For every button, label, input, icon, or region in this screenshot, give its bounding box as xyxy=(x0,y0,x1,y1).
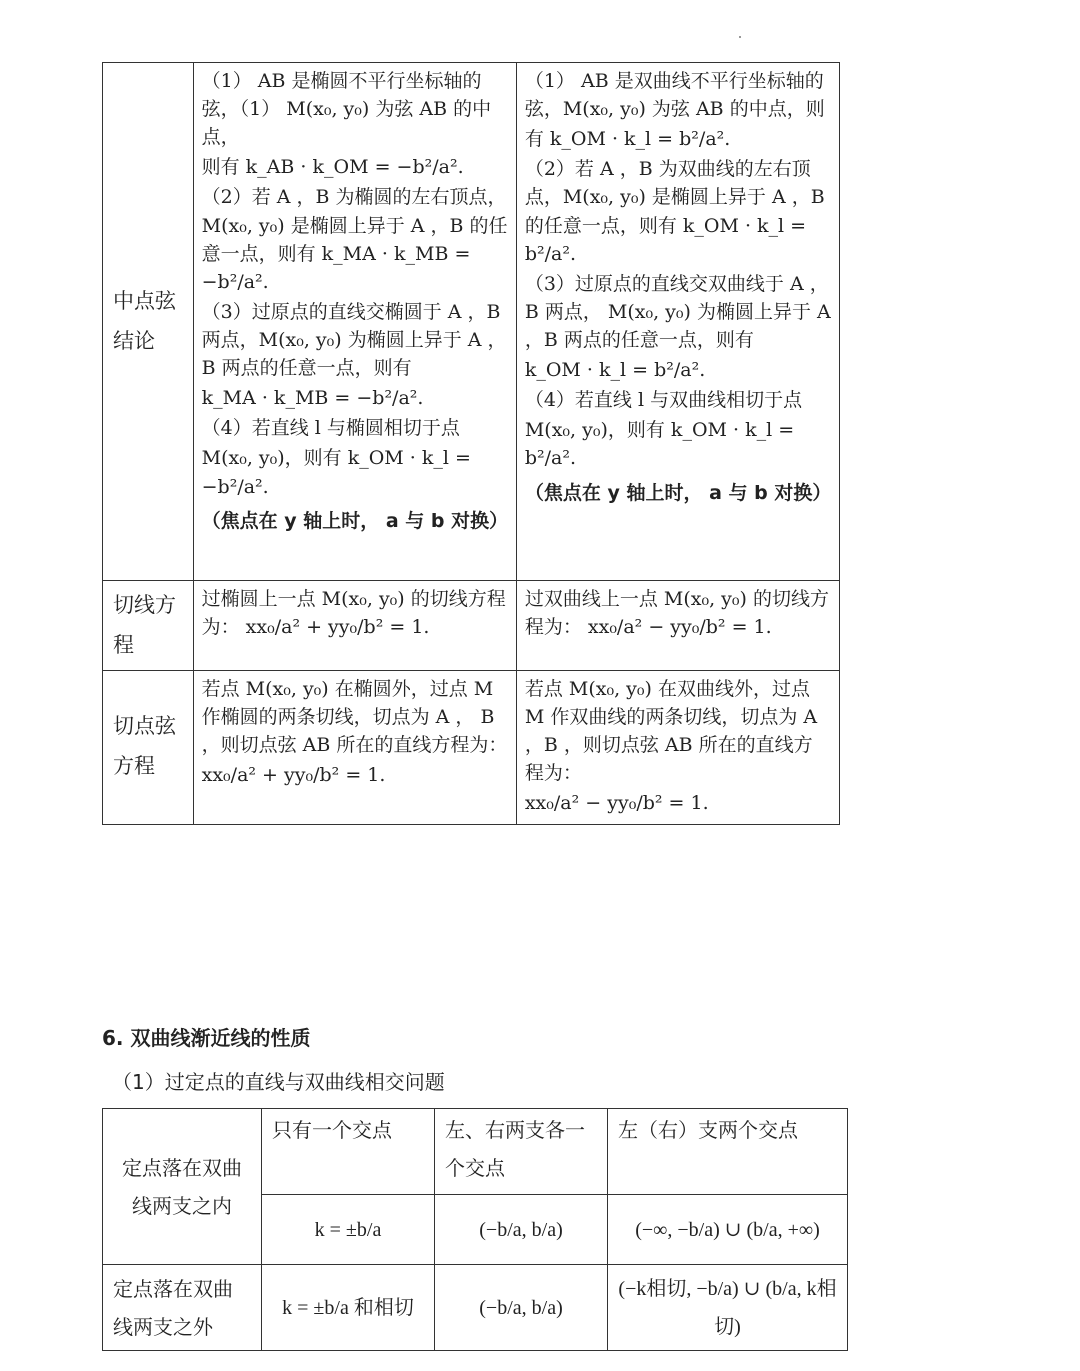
column-header: 只有一个交点 xyxy=(262,1109,435,1195)
hyperbola-cell xyxy=(516,581,839,671)
text-line: 有 k_OM · k_l = b²/a². xyxy=(524,128,731,151)
asymptote-intersection-table xyxy=(102,1108,848,1351)
text-line: （2）若 A ，B 为椭圆的左右顶点，M(x₀, y₀) 是椭圆上异于 A ，B 的任意一点，则有 k_MA · k_MB = −b²/a². xyxy=(201,186,508,293)
row-header-midpoint-chord: 中点弦结论 xyxy=(103,63,194,581)
section-subtitle: （1）过定点的直线与双曲线相交问题 xyxy=(112,1070,445,1094)
text-line: （3）过原点的直线交双曲线于 A ，B 两点， M(x₀, y₀) 为椭圆上异于 A ，B 两点的任意一点，则有 xyxy=(524,272,831,351)
focus-note: （焦点在 y 轴上时， a 与 b 对换） xyxy=(201,509,509,532)
focus-note: （焦点在 y 轴上时， a 与 b 对换） xyxy=(524,481,832,504)
ellipse-cell xyxy=(193,63,516,581)
text-line: （3）过原点的直线交椭圆于 A ，B 两点，M(x₀, y₀) 为椭圆上异于 A ，B 两点的任意一点，则有 xyxy=(201,300,507,380)
row-label-inside: 定点落在双曲线两支之内 xyxy=(103,1109,262,1265)
column-header: 左、右两支各一个交点 xyxy=(435,1109,608,1195)
table-cell: (−b/a, b/a) xyxy=(435,1265,608,1351)
text-line: 过双曲线上一点 M(x₀, y₀) 的切线方程为： xx₀/a² − yy₀/b² = 1. xyxy=(524,588,829,639)
hyperbola-cell xyxy=(516,671,839,825)
conic-comparison-table xyxy=(102,62,840,825)
text-line: 过椭圆上一点 M(x₀, y₀) 的切线方程为： xx₀/a² + yy₀/b² = 1. xyxy=(201,588,506,639)
table-row xyxy=(103,581,840,671)
table-cell: (−k相切, −b/a) ∪ (b/a, k相切) xyxy=(608,1265,848,1351)
text-line: xx₀/a² − yy₀/b² = 1. xyxy=(524,792,709,815)
text-line: M(x₀, y₀)，则有 k_OM · k_l = −b²/a². xyxy=(201,447,471,498)
table-cell: k = ±b/a xyxy=(262,1195,435,1265)
ellipse-cell xyxy=(193,581,516,671)
text-line: 若点 M(x₀, y₀) 在双曲线外，过点 M 作双曲线的两条切线，切点为 A ，B ，则切点弦 AB 所在的直线方程为： xyxy=(524,678,818,785)
text-line: （4）若直线 l 与双曲线相切于点 xyxy=(524,389,803,412)
text-line: 则有 k_AB · k_OM = −b²/a². xyxy=(201,156,464,179)
table-cell: (−∞, −b/a) ∪ (b/a, +∞) xyxy=(608,1195,848,1265)
table-row xyxy=(103,63,840,581)
text-line: k_MA · k_MB = −b²/a². xyxy=(201,387,424,410)
table-cell: k = ±b/a 和相切 xyxy=(262,1265,435,1351)
table-cell: (−b/a, b/a) xyxy=(435,1195,608,1265)
table-row xyxy=(103,1265,848,1351)
text-line: （4）若直线 l 与椭圆相切于点 xyxy=(201,417,460,440)
scan-speck xyxy=(739,36,741,38)
text-line: （1） AB 是双曲线不平行坐标轴的弦，M(x₀, y₀) 为弦 AB 的中点，则 xyxy=(524,70,825,121)
row-label-outside: 定点落在双曲线两支之外 xyxy=(103,1265,262,1351)
ellipse-cell xyxy=(193,671,516,825)
section-title: 6. 双曲线渐近线的性质 xyxy=(102,1026,311,1050)
row-header-chord-of-contact: 切点弦方程 xyxy=(103,671,194,825)
text-line: M(x₀, y₀)，则有 k_OM · k_l = b²/a². xyxy=(524,419,795,470)
row-header-tangent-line: 切线方程 xyxy=(103,581,194,671)
text-line: （2）若 A ，B 为双曲线的左右顶点，M(x₀, y₀) 是椭圆上异于 A ，B 的任意一点，则有 k_OM · k_l = b²/a². xyxy=(524,158,825,265)
hyperbola-cell xyxy=(516,63,839,581)
column-header: 左（右）支两个交点 xyxy=(608,1109,848,1195)
table-row xyxy=(103,671,840,825)
text-line: 若点 M(x₀, y₀) 在椭圆外，过点 M 作椭圆的两条切线，切点为 A ， B ，则切点弦 AB 所在的直线方程为： xyxy=(201,678,508,757)
text-line: k_OM · k_l = b²/a². xyxy=(524,359,706,382)
table-row xyxy=(103,1109,848,1195)
text-line: （1） AB 是椭圆不平行坐标轴的弦，（1） M(x₀, y₀) 为弦 AB 的中点， xyxy=(201,70,492,149)
text-line: xx₀/a² + yy₀/b² = 1. xyxy=(201,764,386,787)
